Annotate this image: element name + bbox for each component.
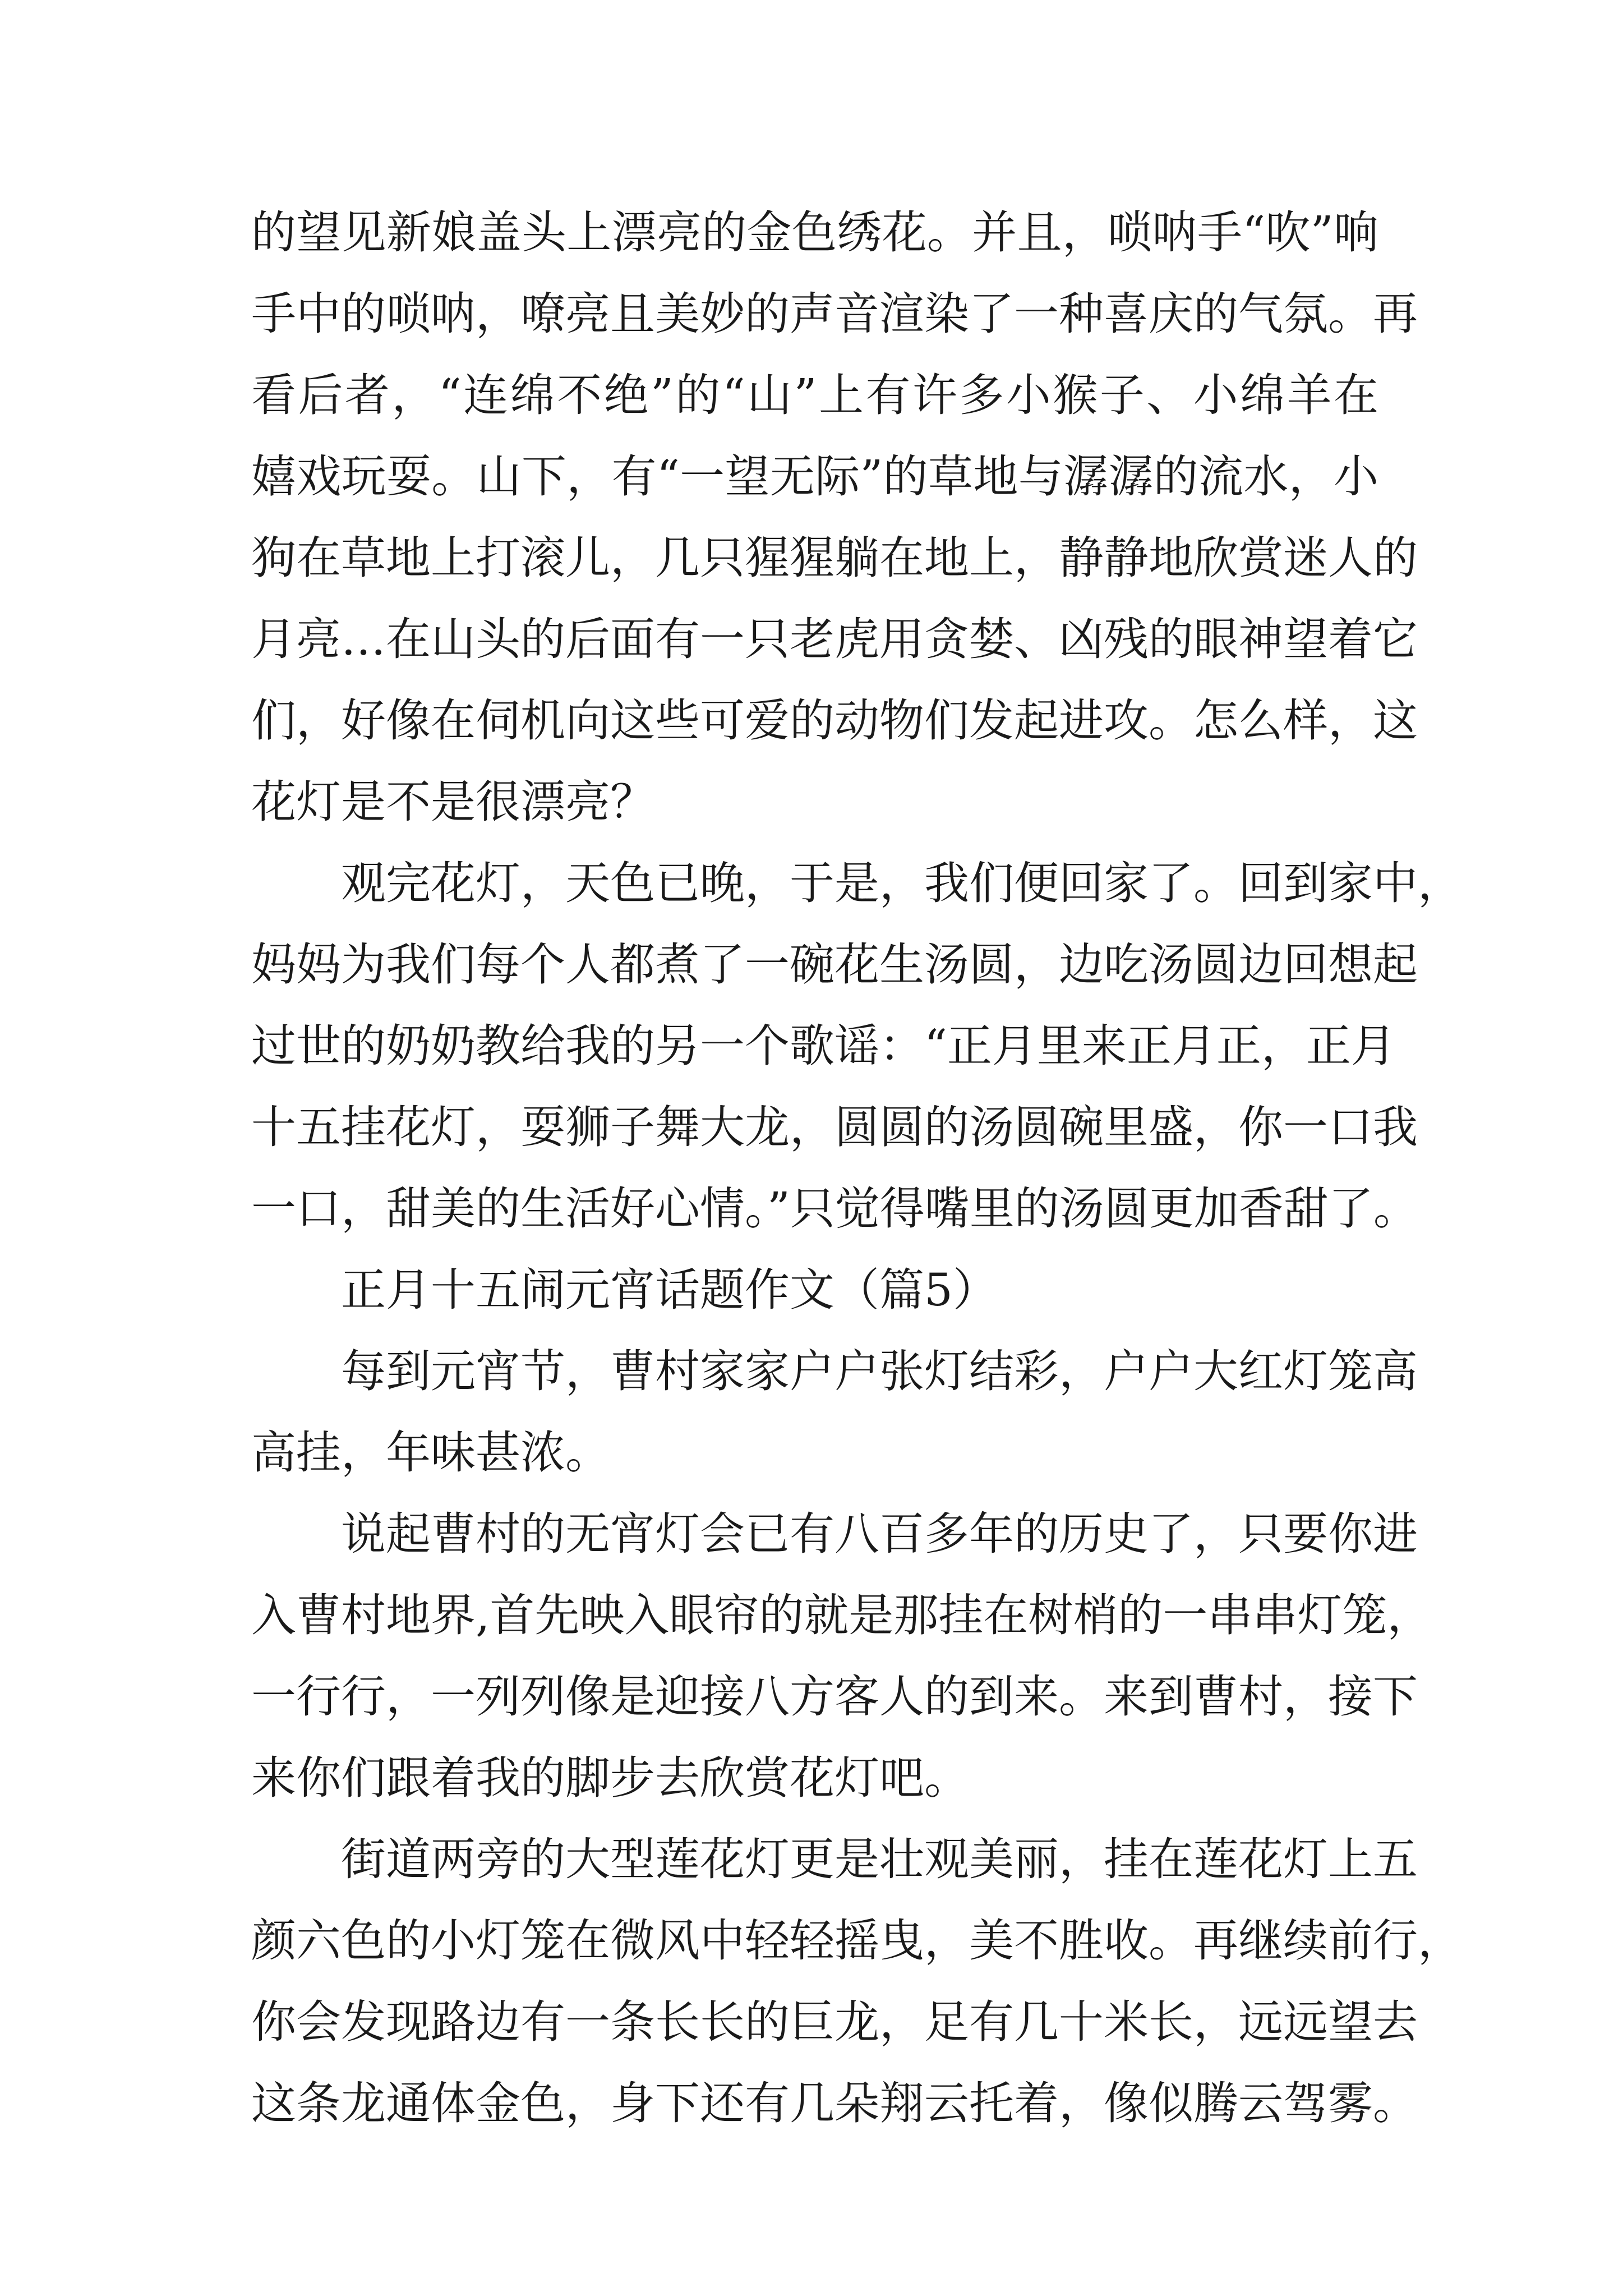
text-line: 颜六色的小灯笼在微风中轻轻摇曳，美不胜收。再继续前行， bbox=[251, 1915, 1463, 1967]
section-heading: 正月十五闹元宵话题作文（篇5） bbox=[341, 1264, 998, 1316]
text-line: 的望见新娘盖头上漂亮的金色绣花。并且，唢呐手“吹”响 bbox=[251, 206, 1378, 259]
text-line: 们，好像在伺机向这些可爱的动物们发起进攻。怎么样，这 bbox=[251, 694, 1418, 747]
body-text bbox=[251, 192, 1463, 2144]
text-line: 狗在草地上打滚儿，几只猩猩躺在地上，静静地欣赏迷人的 bbox=[251, 532, 1418, 584]
paragraph-start-line: 观完花灯，天色已晚，于是，我们便回家了。回到家中， bbox=[341, 857, 1463, 909]
text-line: 这条龙通体金色，身下还有几朵翔云托着，像似腾云驾雾。 bbox=[251, 2077, 1418, 2129]
text-line: 看后者，“连绵不绝”的“山”上有许多小猴子、小绵羊在 bbox=[251, 369, 1378, 421]
text-line: 月亮…在山头的后面有一只老虎用贪婪、凶残的眼神望着它 bbox=[251, 613, 1418, 665]
paragraph-start-line: 说起曹村的无宵灯会已有八百多年的历史了，只要你进 bbox=[341, 1508, 1418, 1560]
text-line: 手中的唢呐，嘹亮且美妙的声音渲染了一种喜庆的气氛。再 bbox=[251, 288, 1418, 340]
text-line: 嬉戏玩耍。山下，有“一望无际”的草地与潺潺的流水，小 bbox=[251, 450, 1378, 503]
text-line: 一行行，一列列像是迎接八方客人的到来。来到曹村，接下 bbox=[251, 1671, 1418, 1723]
text-line: 妈妈为我们每个人都煮了一碗花生汤圆，边吃汤圆边回想起 bbox=[251, 938, 1418, 991]
text-line: 来你们跟着我的脚步去欣赏花灯吧。 bbox=[251, 1752, 969, 1804]
text-line: 花灯是不是很漂亮？ bbox=[251, 776, 655, 828]
text-line: 一口，甜美的生活好心情。”只觉得嘴里的汤圆更加香甜了。 bbox=[251, 1182, 1418, 1235]
text-line: 过世的奶奶教给我的另一个歌谣：“正月里来正月正，正月 bbox=[251, 1020, 1396, 1072]
paragraph-start-line: 每到元宵节，曹村家家户户张灯结彩，户户大红灯笼高 bbox=[341, 1345, 1418, 1397]
text-line: 高挂，年味甚浓。 bbox=[251, 1427, 610, 1479]
text-line: 你会发现路边有一条长长的巨龙，足有几十米长，远远望去 bbox=[251, 1996, 1418, 2048]
text-line: 十五挂花灯，耍狮子舞大龙，圆圆的汤圆碗里盛，你一口我 bbox=[251, 1101, 1418, 1153]
text-line: 入曹村地界,首先映入眼帘的就是那挂在树梢的一串串灯笼， bbox=[251, 1589, 1432, 1641]
paragraph-start-line: 街道两旁的大型莲花灯更是壮观美丽，挂在莲花灯上五 bbox=[341, 1833, 1418, 1885]
